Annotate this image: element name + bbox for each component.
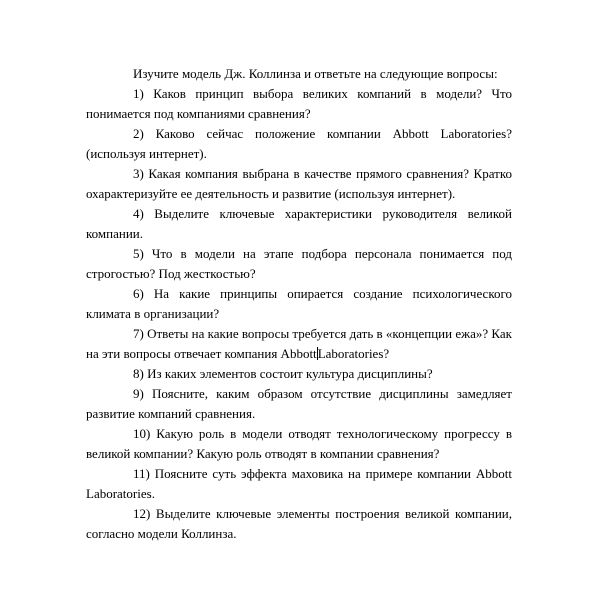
question-4[interactable]: 4) Выделите ключевые характеристики руководителя великой компании. — [86, 206, 512, 241]
question-12[interactable]: 12) Выделите ключевые элементы построения великой компании, согласно модели Коллинза. — [86, 506, 512, 541]
question-11[interactable]: 11) Поясните суть эффекта маховика на примере компании Abbott Laboratories. — [86, 466, 512, 501]
question-8[interactable]: 8) Из каких элементов состоит культура дисциплины? — [133, 366, 433, 381]
question-9[interactable]: 9) Поясните, каким образом отсутствие дисциплины замедляет развитие компаний сравнения. — [86, 386, 512, 421]
question-10[interactable]: 10) Какую роль в модели отводят технологическому прогрессу в великой компании? Какую роль отводят в компании сравнения? — [86, 426, 512, 461]
question-6[interactable]: 6) На какие принципы опирается создание психологического климата в организации? — [86, 286, 512, 321]
question-1[interactable]: 1) Каков принцип выбора великих компаний в модели? Что понимается под компаниями сравнения? — [86, 86, 512, 121]
question-2[interactable]: 2) Каково сейчас положение компании Abbott Laboratories? (используя интернет). — [86, 126, 512, 161]
question-3[interactable]: 3) Какая компания выбрана в качестве прямого сравнения? Кратко охарактеризуйте ее деятельность и развитие (используя интернет). — [86, 166, 512, 201]
question-7-text-before-cursor[interactable]: 7) Ответы на какие вопросы требуется дать в «концепции ежа»? Как на эти вопросы отвечает компания Abbott — [86, 326, 512, 361]
question-5[interactable]: 5) Что в модели на этапе подбора персонала понимается под строгостью? Под жесткостью? — [86, 246, 512, 281]
question-7[interactable] — [86, 324, 512, 364]
task-intro[interactable]: Изучите модель Дж. Коллинза и ответьте на следующие вопросы: — [133, 66, 498, 81]
question-7-text-after-cursor[interactable]: Laboratories? — [317, 346, 390, 361]
document-text-block[interactable] — [86, 64, 512, 544]
